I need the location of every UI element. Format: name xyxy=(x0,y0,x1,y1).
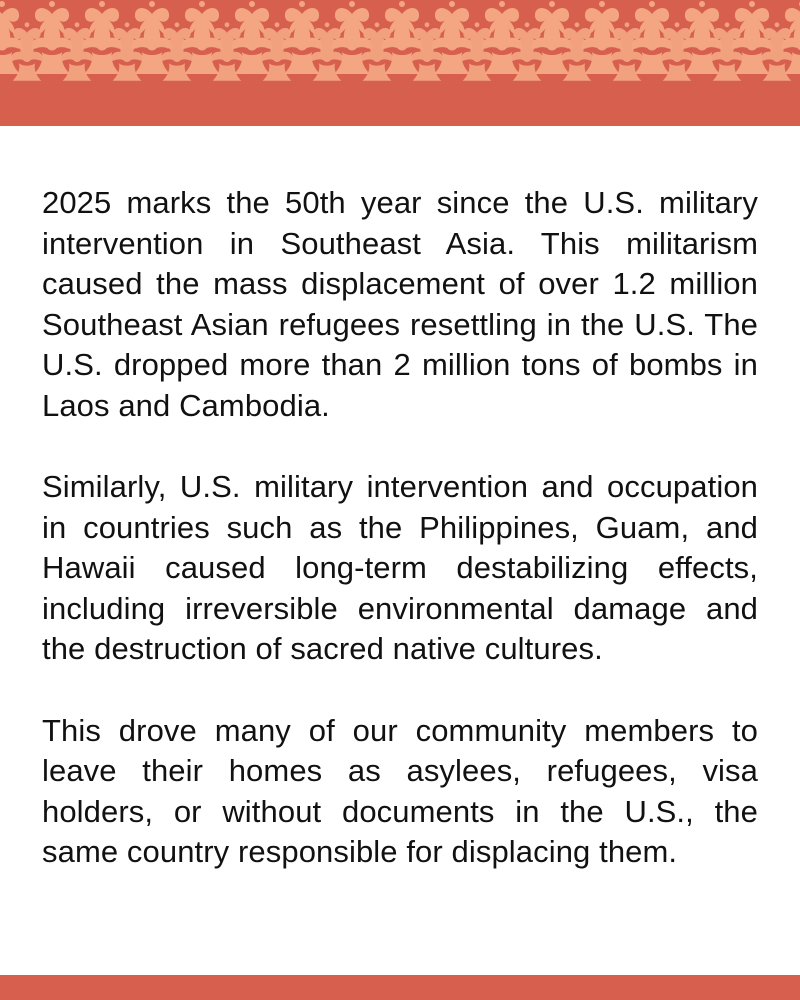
paragraph-3: This drove many of our community members to leave their homes as asylees, refugees, visa holders, or without documents in the U.S., the same country responsible for displacing them. xyxy=(42,712,758,870)
footer-band xyxy=(0,975,800,1000)
paragraph-2: Similarly, U.S. military intervention and occupation in countries such as the Philippines, Guam, and Hawaii caused long-term destabilizing effects, including irreversible environmental damage and the destruction of sacred native cultures. xyxy=(42,469,758,667)
header-decorative-band xyxy=(0,0,800,126)
header-pattern xyxy=(0,0,800,126)
paragraph-1: 2025 marks the 50th year since the U.S. military intervention in Southeast Asia. This militarism caused the mass displacement of over 1.2 million Southeast Asian refugees resettling in the U.S. The U.S. dropped more than 2 million tons of bombs in Laos and Cambodia. xyxy=(42,185,758,423)
body-text xyxy=(42,183,758,873)
